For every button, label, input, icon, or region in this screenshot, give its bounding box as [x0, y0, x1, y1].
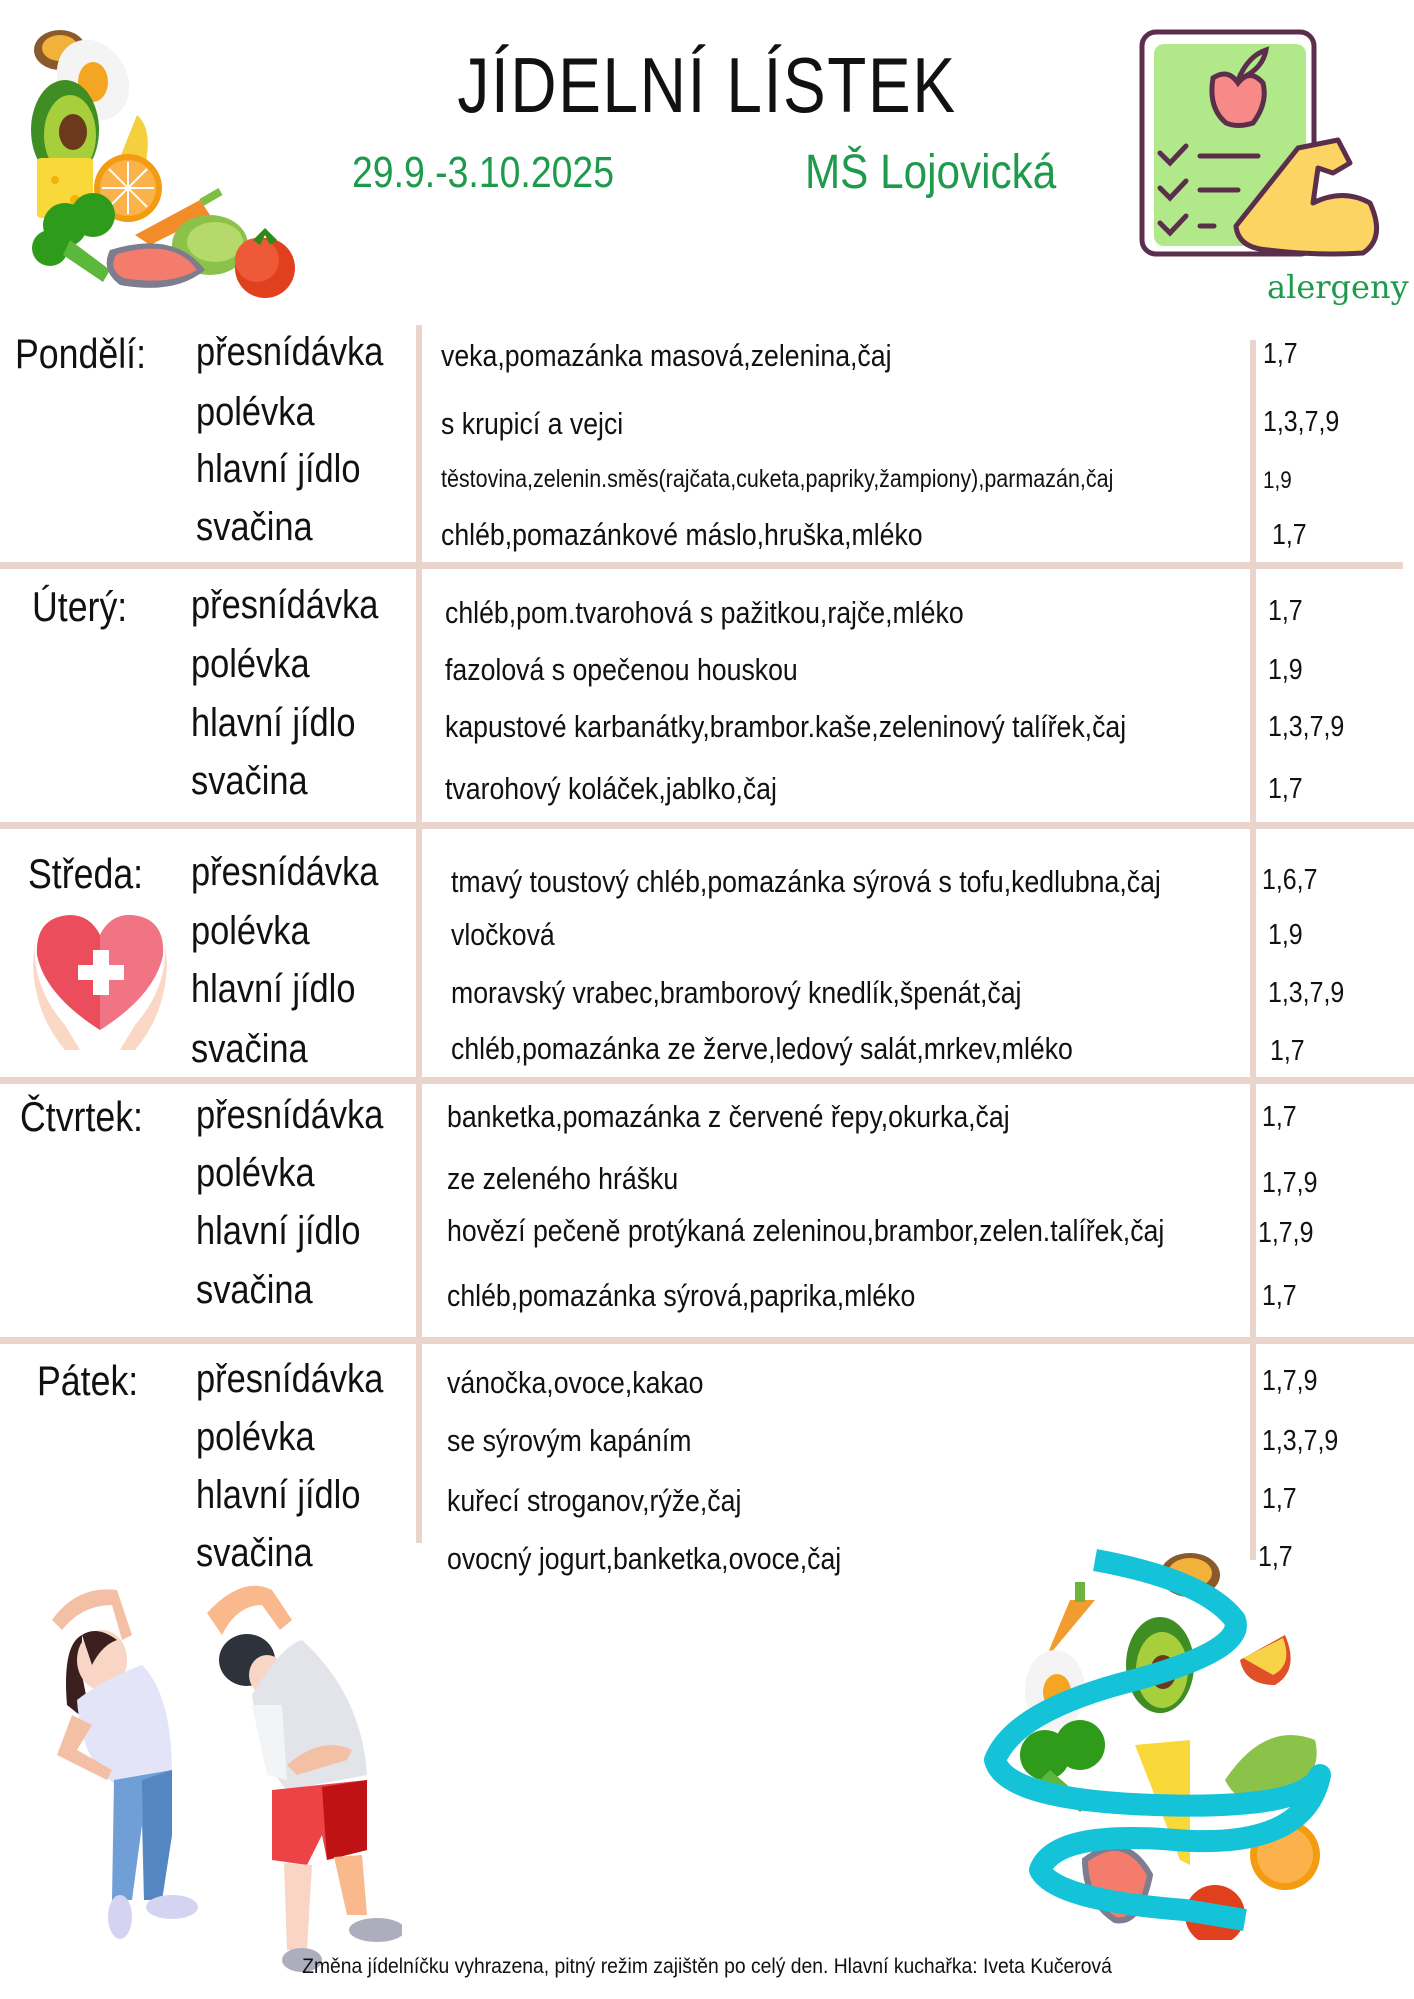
meal-type: přesnídávka [191, 583, 379, 627]
day-name: Čtvrtek: [20, 1093, 143, 1140]
meal-allergens: 1,7 [1272, 519, 1307, 551]
meal-allergens: 1,7 [1270, 1035, 1305, 1067]
day-name: Úterý: [32, 583, 128, 630]
meal-type: přesnídávka [196, 1357, 384, 1401]
footer-note: Změna jídelníčku vyhrazena, pitný režim zajištěn po celý den. Hlavní kuchařka: Iveta Kučerová [302, 1955, 1112, 1978]
meal-food: chléb,pomazánkové máslo,hruška,mléko [441, 517, 923, 552]
day-name: Pondělí: [15, 330, 147, 377]
school-name: MŠ Lojovická [805, 146, 1057, 199]
meal-type: polévka [196, 390, 315, 434]
meal-food: chléb,pomazánka ze žerve,ledový salát,mrkev,mléko [451, 1031, 1073, 1066]
stretching-people-icon [22, 1565, 402, 1975]
diet-checklist-icon [1138, 28, 1388, 258]
meal-food: tmavý toustový chléb,pomazánka sýrová s tofu,kedlubna,čaj [451, 864, 1161, 899]
meal-type: přesnídávka [196, 330, 384, 374]
meal-allergens: 1,7 [1258, 1541, 1293, 1573]
meal-type: svačina [196, 1531, 313, 1575]
meal-type: hlavní jídlo [196, 1473, 361, 1517]
meal-allergens: 1,7,9 [1258, 1217, 1314, 1249]
meal-allergens: 1,6,7 [1262, 864, 1318, 896]
meal-type: polévka [196, 1151, 315, 1195]
day-name: Pátek: [37, 1357, 139, 1404]
meal-food: těstovina,zelenin.směs(rajčata,cuketa,papriky,žampiony),parmazán,čaj [441, 465, 1114, 493]
meal-type: hlavní jídlo [191, 967, 356, 1011]
meal-type: svačina [196, 1268, 313, 1312]
meal-food: hovězí pečeně protýkaná zeleninou,brambor,zelen.talířek,čaj [447, 1213, 1165, 1248]
meal-allergens: 1,7 [1263, 338, 1298, 370]
meal-food: ze zeleného hrášku [447, 1161, 679, 1196]
meal-type: polévka [191, 909, 310, 953]
meal-type: hlavní jídlo [191, 701, 356, 745]
heart-in-hands-icon [25, 905, 175, 1055]
meal-food: chléb,pom.tvarohová s pažitkou,rajče,mléko [445, 595, 964, 630]
meal-type: hlavní jídlo [196, 447, 361, 491]
page-title: JÍDELNÍ LÍSTEK [457, 41, 957, 129]
meal-food: kuřecí stroganov,rýže,čaj [447, 1483, 742, 1518]
row-divider [0, 822, 1414, 829]
meal-type: svačina [196, 505, 313, 549]
meal-allergens: 1,3,7,9 [1268, 711, 1345, 743]
measuring-tape-food-icon [975, 1540, 1355, 1940]
meal-type: přesnídávka [191, 850, 379, 894]
meal-allergens: 1,7 [1262, 1483, 1297, 1515]
meal-food: kapustové karbanátky,brambor.kaše,zeleninový talířek,čaj [445, 709, 1127, 744]
meal-allergens: 1,7 [1262, 1280, 1297, 1312]
day-name: Středa: [28, 850, 144, 897]
column-divider-right [1250, 340, 1256, 1560]
meal-type: polévka [191, 642, 310, 686]
meal-type: přesnídávka [196, 1093, 384, 1137]
meal-allergens: 1,7,9 [1262, 1365, 1318, 1397]
meal-type: svačina [191, 1027, 308, 1071]
allergens-label: alergeny [1267, 268, 1409, 306]
meal-allergens: 1,3,7,9 [1268, 977, 1345, 1009]
meal-food: s krupicí a vejci [441, 406, 624, 441]
date-range: 29.9.-3.10.2025 [352, 148, 615, 197]
meal-allergens: 1,9 [1268, 919, 1303, 951]
meal-allergens: 1,7 [1268, 595, 1303, 627]
meal-type: hlavní jídlo [196, 1209, 361, 1253]
meal-food: tvarohový koláček,jablko,čaj [445, 771, 777, 806]
row-divider [0, 1077, 1414, 1084]
meal-type: polévka [196, 1415, 315, 1459]
meal-food: ovocný jogurt,banketka,ovoce,čaj [447, 1541, 842, 1576]
meal-allergens: 1,9 [1268, 654, 1303, 686]
meal-allergens: 1,7 [1262, 1101, 1297, 1133]
row-divider [0, 562, 1403, 569]
meal-food: veka,pomazánka masová,zelenina,čaj [441, 338, 892, 373]
meal-food: vločková [451, 917, 555, 952]
meal-food: chléb,pomazánka sýrová,paprika,mléko [447, 1278, 916, 1313]
meal-allergens: 1,7 [1268, 773, 1303, 805]
meal-allergens: 1,9 [1263, 467, 1292, 494]
meal-allergens: 1,3,7,9 [1262, 1425, 1339, 1457]
meal-allergens: 1,7,9 [1262, 1167, 1318, 1199]
meal-food: se sýrovým kapáním [447, 1423, 692, 1458]
meal-food: fazolová s opečenou houskou [445, 652, 798, 687]
meal-food: vánočka,ovoce,kakao [447, 1365, 704, 1400]
row-divider [0, 1337, 1414, 1344]
meal-food: moravský vrabec,bramborový knedlík,špenát,čaj [451, 975, 1022, 1010]
meal-type: svačina [191, 759, 308, 803]
meal-food: banketka,pomazánka z červené řepy,okurka,čaj [447, 1099, 1010, 1134]
meal-allergens: 1,3,7,9 [1263, 406, 1340, 438]
column-divider-left [416, 325, 422, 1543]
